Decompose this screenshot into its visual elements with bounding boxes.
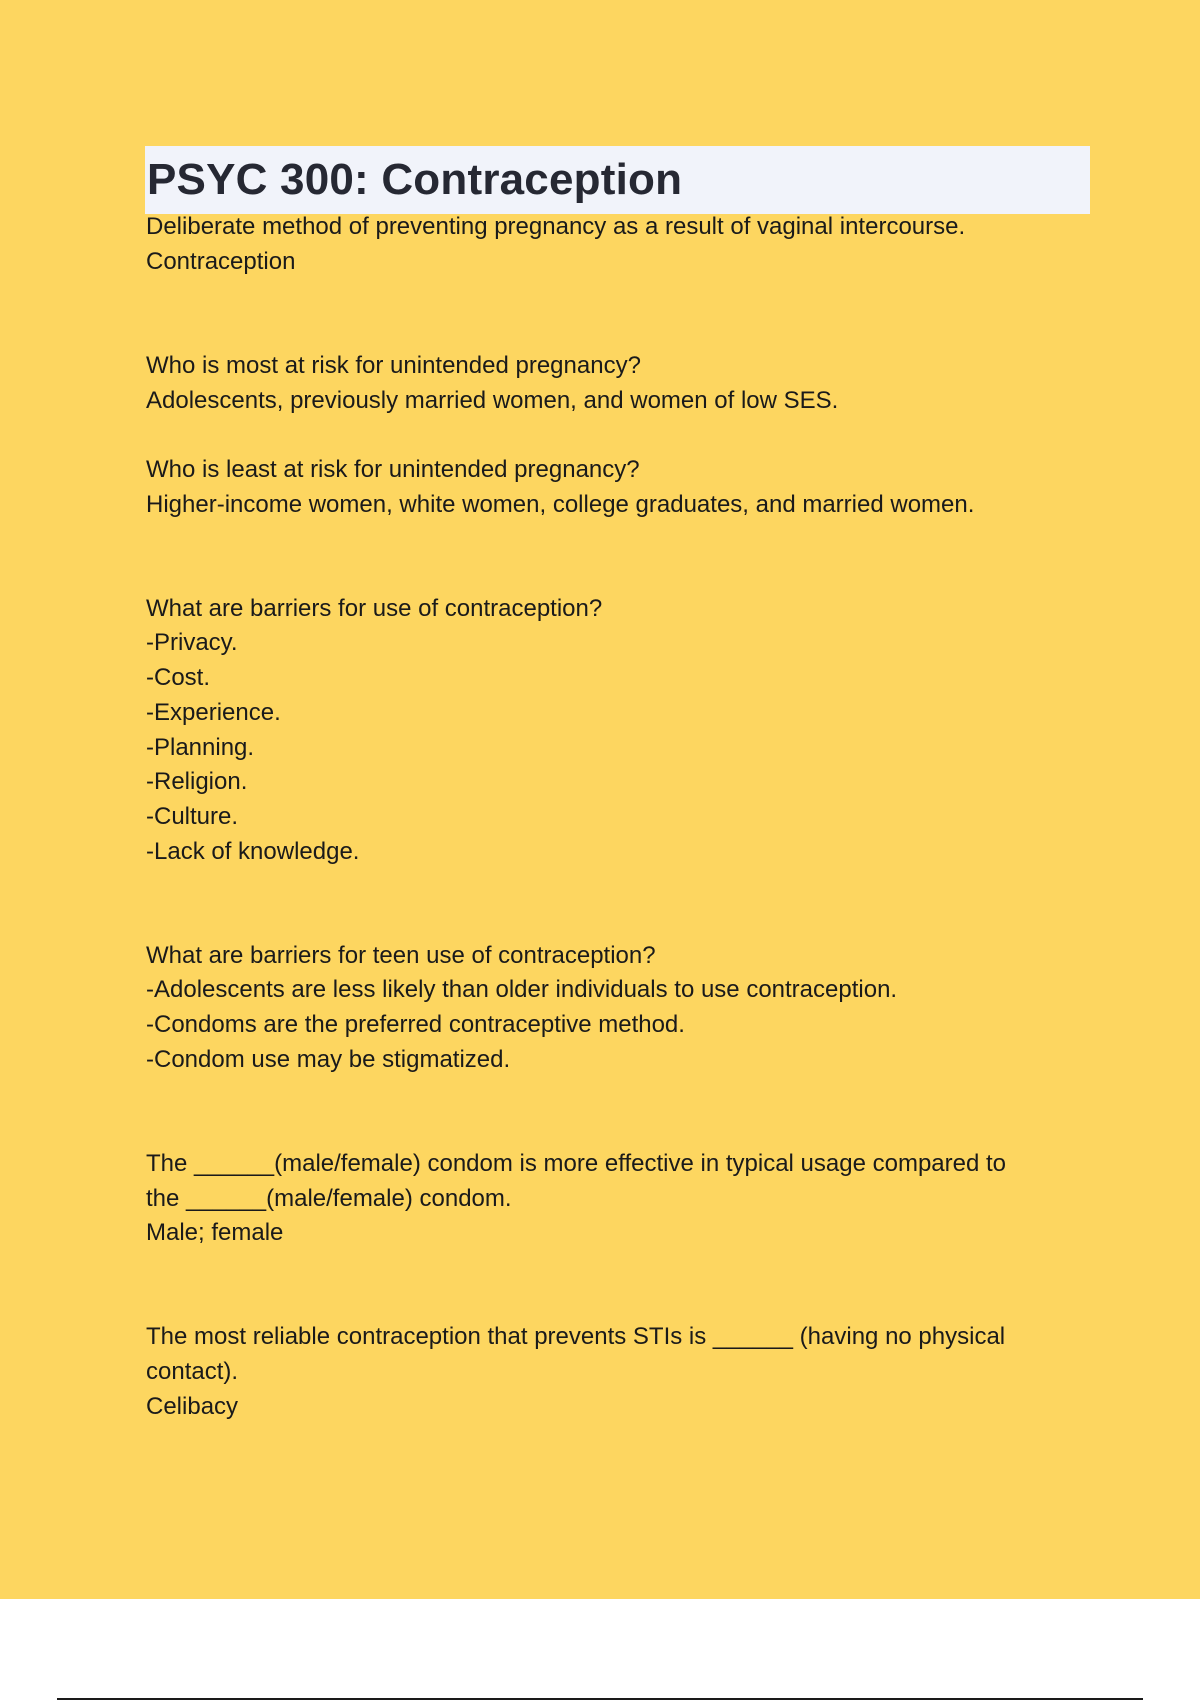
title-banner <box>145 146 1090 214</box>
flashcard-question: Who is most at risk for unintended pregnancy? <box>146 351 641 379</box>
flashcard-answer-line: -Privacy. <box>146 629 238 657</box>
page-title: PSYC 300: Contraception <box>147 155 683 204</box>
flashcard-answer-line: -Culture. <box>146 802 239 830</box>
flashcard <box>146 453 1096 522</box>
flashcard-answer-line: -Condom use may be stigmatized. <box>146 1045 511 1073</box>
flashcard-question: What are barriers for use of contraception? <box>146 594 603 622</box>
flashcard-answer: Adolescents, previously married women, and women of low SES. <box>146 386 839 414</box>
flashcard-answer-line: -Lack of knowledge. <box>146 837 360 865</box>
flashcard-answer-line: -Cost. <box>146 664 211 692</box>
flashcard-answer: Higher-income women, white women, college graduates, and married women. <box>146 490 975 518</box>
flashcard-answer-line: -Planning. <box>146 733 255 761</box>
flashcard-answer-line: -Experience. <box>146 698 281 726</box>
flashcard <box>146 592 1096 870</box>
flashcard <box>146 1320 1096 1424</box>
flashcard-answer-line: -Adolescents are less likely than older individuals to use contraception. <box>146 976 898 1004</box>
flashcard-question-line: The most reliable contraception that prevents STIs is ______ (having no physical <box>146 1323 1006 1351</box>
flashcard <box>146 349 1096 418</box>
flashcard-answer: Male; female <box>146 1219 284 1247</box>
flashcard-question-line: the ______(male/female) condom. <box>146 1184 512 1212</box>
flashcard <box>146 1147 1096 1251</box>
flashcard-answer-line: -Condoms are the preferred contraceptive method. <box>146 1011 685 1039</box>
flashcard <box>146 939 1096 1078</box>
flashcard-question-line: contact). <box>146 1358 239 1386</box>
flashcard-answer: Celibacy <box>146 1392 239 1420</box>
flashcard <box>146 210 1096 279</box>
flashcard-question-line: The ______(male/female) condom is more effective in typical usage compared to <box>146 1149 1007 1177</box>
flashcard-question: Who is least at risk for unintended pregnancy? <box>146 455 640 483</box>
flashcard-answer: Contraception <box>146 247 296 275</box>
flashcard-question: Deliberate method of preventing pregnancy as a result of vaginal intercourse. <box>146 213 966 240</box>
flashcard-list <box>146 210 1096 1425</box>
flashcard-answer-line: -Religion. <box>146 768 248 796</box>
flashcard-question: What are barriers for teen use of contraception? <box>146 941 656 969</box>
